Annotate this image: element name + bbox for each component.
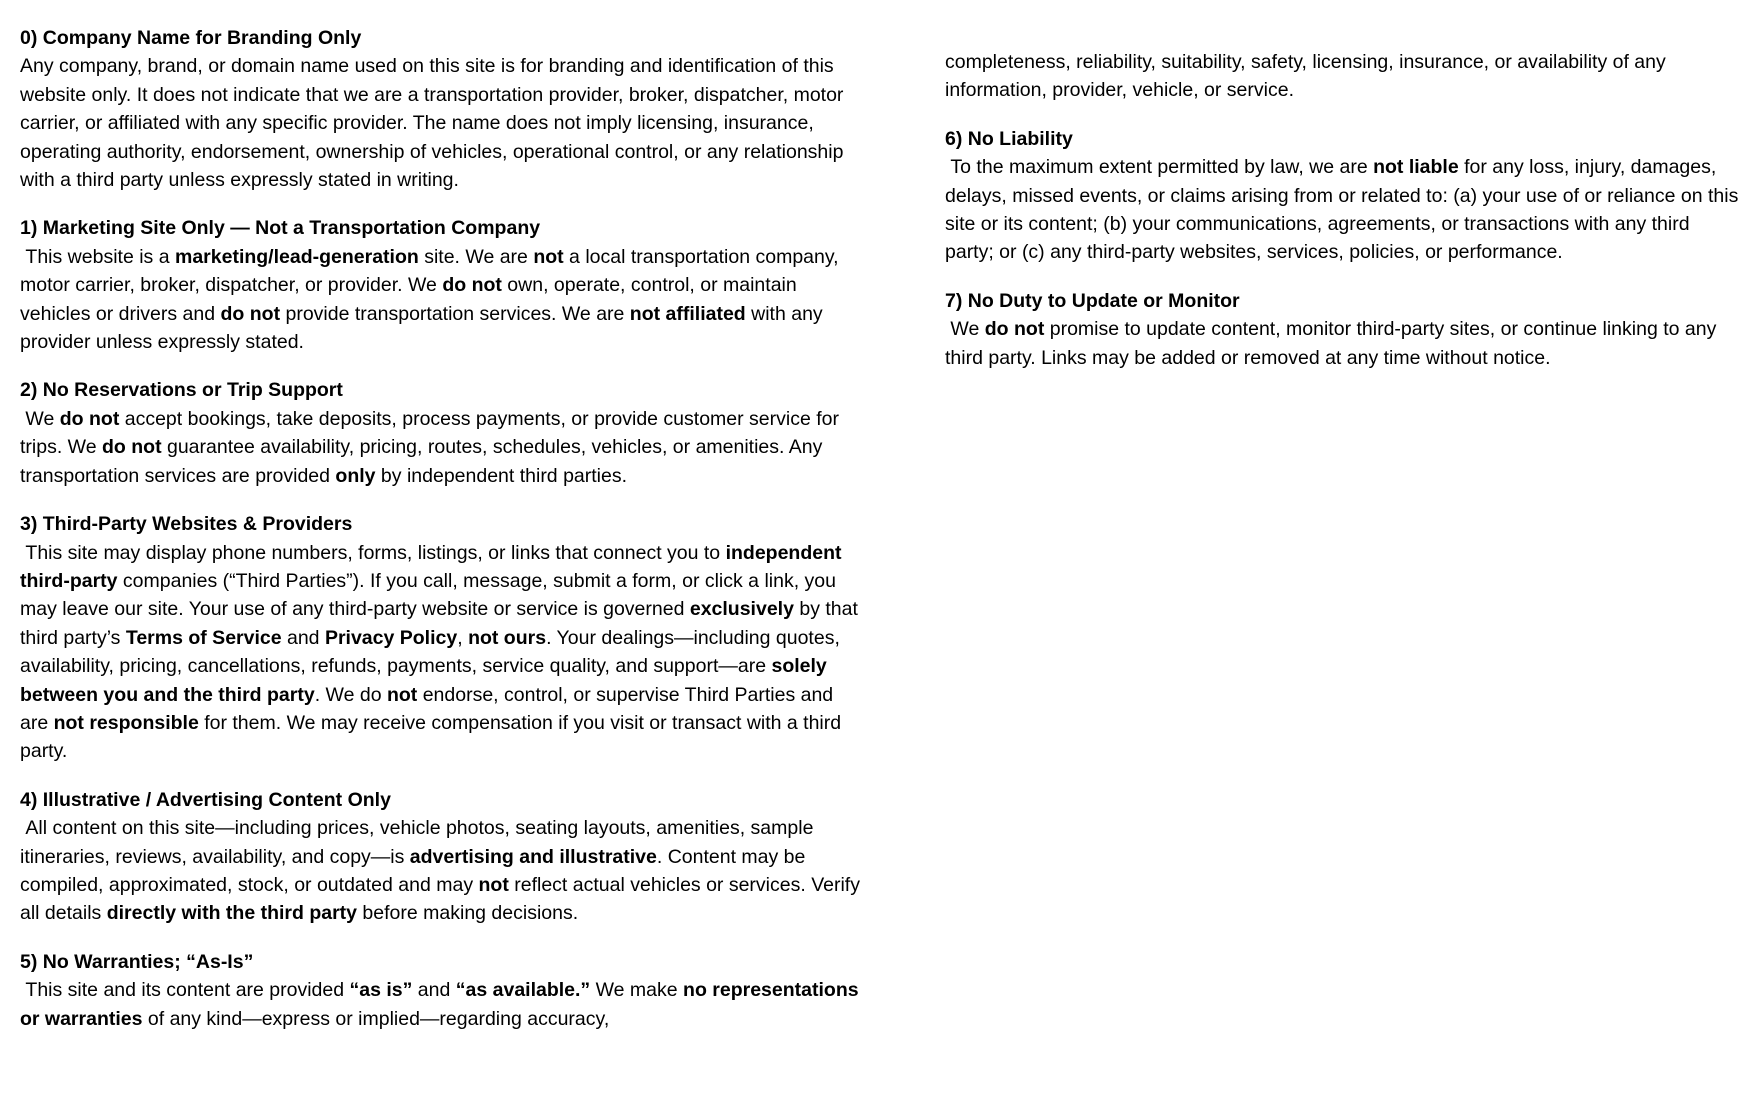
text-run: by independent third parties.: [375, 464, 628, 487]
bold-text-run: not liable: [1373, 156, 1459, 179]
text-run: and: [281, 626, 325, 649]
section: [945, 287, 1740, 372]
text-run: This site and its content are provided: [20, 979, 350, 1002]
text-run: and: [412, 979, 456, 1002]
bold-text-run: Privacy Policy: [324, 626, 458, 649]
text-run: This website is a: [20, 245, 175, 268]
section: [20, 786, 866, 928]
section-body: [945, 153, 1744, 267]
text-run: before making decisions.: [357, 902, 579, 925]
text-run: reflect actual vehicles or services. Verify all details: [20, 873, 866, 925]
text-run: endorse, control, or supervise Third Parties and are: [20, 683, 839, 734]
text-run: with any provider unless expressly stated.: [20, 302, 829, 354]
text-run: We make: [590, 979, 684, 1002]
text-run: We: [945, 318, 985, 341]
text-run: own, operate, control, or maintain vehicles or drivers and: [20, 274, 803, 325]
section-heading: 5) No Warranties; “As-Is”: [20, 950, 254, 973]
bold-text-run: “as is”: [349, 979, 413, 1002]
text-run: provide transportation services. We are: [280, 302, 630, 325]
section-heading: 6) No Liability: [945, 127, 1073, 150]
bold-text-run: not ours: [468, 626, 547, 649]
text-run: . Content may be compiled, approximated, stock, or outdated and may: [20, 845, 811, 896]
document-column-right: [945, 48, 1744, 392]
section: [20, 376, 860, 490]
text-run: ,: [457, 626, 469, 649]
section-body: [20, 243, 860, 357]
section-heading: 7) No Duty to Update or Monitor: [945, 289, 1240, 312]
bold-text-run: exclusively: [689, 598, 794, 621]
text-run: accept bookings, take deposits, process payments, or provide customer service for trips. We: [20, 407, 845, 459]
text-run: completeness, reliability, suitability, safety, licensing, insurance, or availability of any information, provider, vehicle, or service.: [945, 51, 1672, 102]
text-run: site. We are: [418, 245, 534, 268]
section-body: [20, 405, 860, 490]
section-continuation: [945, 48, 1740, 105]
bold-text-run: not affiliated: [629, 302, 746, 325]
bold-text-run: directly with the third party: [106, 902, 358, 925]
bold-text-run: advertising and illustrative: [409, 845, 657, 868]
bold-text-run: independent third-party: [20, 541, 847, 592]
section-heading: 4) Illustrative / Advertising Content Only: [20, 788, 391, 811]
text-run: guarantee availability, pricing, routes, schedules, vehicles, or amenities. Any transportation services are provided: [20, 436, 828, 487]
section: [20, 24, 860, 194]
text-run: a local transportation company, motor carrier, broker, dispatcher, or provider. We: [20, 245, 845, 297]
bold-text-run: “as available.”: [455, 979, 591, 1002]
section-heading: 0) Company Name for Branding Only: [20, 27, 362, 49]
bold-text-run: do not: [220, 302, 281, 325]
text-run: . We do: [314, 683, 387, 706]
bold-text-run: do not: [984, 318, 1045, 341]
section: [20, 510, 864, 766]
section-heading: 1) Marketing Site Only — Not a Transportation Company: [20, 217, 541, 240]
document-column-left: [20, 24, 866, 1053]
bold-text-run: do not: [102, 436, 162, 459]
text-run: companies (“Third Parties”). If you call, message, submit a form, or click a link, you may leave our site. Your use of any third-party website or service is governed: [20, 569, 842, 621]
text-run: for them. We may receive compensation if you visit or transact with a third party.: [20, 711, 847, 763]
text-run: To the maximum extent permitted by law, we are: [945, 156, 1374, 179]
bold-text-run: no representations or warranties: [20, 979, 864, 1030]
text-run: for any loss, injury, damages, delays, missed events, or claims arising from or related to: (a) your use of or reliance on this site or its content; (b) your communications, agreements, or transactions with any third party; or (c) any third-party websites, services, policies, or performance.: [945, 156, 1744, 264]
section-body: [20, 814, 866, 928]
bold-text-run: Terms of Service: [125, 626, 282, 649]
section-heading: 2) No Reservations or Trip Support: [20, 379, 343, 402]
text-run: We: [20, 407, 60, 430]
section-body: [945, 315, 1740, 372]
text-run: . Your dealings—including quotes, availability, pricing, cancellations, refunds, payments, service quality, and support—are: [20, 626, 846, 678]
text-run: of any kind—express or implied—regarding accuracy,: [142, 1007, 610, 1030]
bold-text-run: do not: [59, 407, 120, 430]
section: [945, 125, 1744, 267]
bold-text-run: do not: [442, 274, 502, 297]
bold-text-run: not: [478, 873, 509, 896]
text-run: by that third party’s: [20, 598, 864, 649]
bold-text-run: solely between you and the third party: [20, 655, 833, 706]
bold-text-run: marketing/lead-generation: [174, 245, 419, 268]
bold-text-run: only: [335, 464, 376, 487]
text-run: This site may display phone numbers, forms, listings, or links that connect you to: [20, 541, 726, 564]
bold-text-run: not responsible: [53, 711, 199, 734]
text-run: promise to update content, monitor third-party sites, or continue linking to any third party. Links may be added or removed at any time without notice.: [945, 318, 1722, 369]
bold-text-run: not: [386, 683, 418, 706]
text-run: Any company, brand, or domain name used on this site is for branding and identification of this website only. It does not indicate that we are a transportation provider, broker, dispatcher, motor carrier, or affiliated with any specific provider. The name does not imply licensing, insurance, operating authority, endorsement, ownership of vehicles, operational control, or any relationship with a third party unless expressly stated in writing.: [20, 55, 849, 192]
section-body: [20, 52, 860, 194]
section: [20, 948, 864, 1033]
section-body: [20, 539, 864, 766]
text-run: All content on this site—including prices, vehicle photos, seating layouts, amenities, sample itineraries, reviews, availability, and copy—is: [20, 817, 819, 868]
bold-text-run: not: [533, 245, 564, 268]
section: [20, 214, 860, 356]
section-body: [945, 48, 1740, 105]
section-body: [20, 976, 864, 1033]
section-heading: 3) Third-Party Websites & Providers: [20, 513, 353, 536]
